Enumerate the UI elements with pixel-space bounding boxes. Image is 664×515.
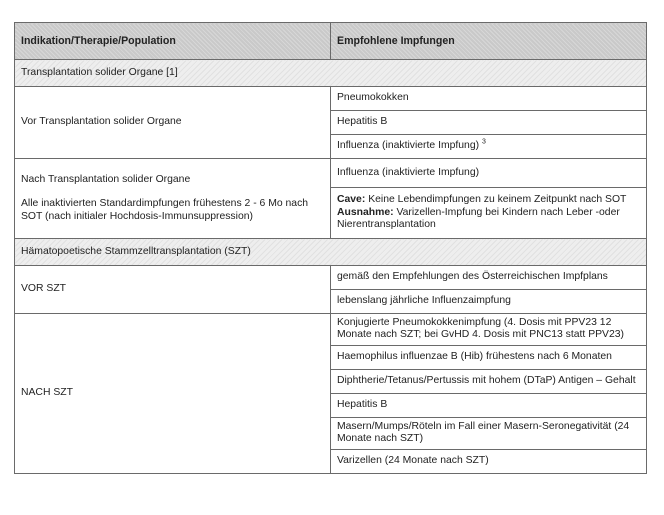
indication-after-szt: NACH SZT: [15, 314, 331, 474]
caution-label: Cave:: [337, 194, 366, 206]
vaccine-text: Influenza (inaktivierte Impfung): [337, 140, 480, 152]
section-header-row: [15, 60, 647, 87]
indication-after-sot-label: Nach Transplantation solider Organe: [21, 173, 191, 185]
table-row: [15, 314, 647, 346]
header-indication: Indikation/Therapie/Population: [15, 23, 331, 60]
vaccine-cell: [331, 135, 647, 159]
header-vaccinations: Empfohlene Impfungen: [331, 23, 647, 60]
footnote-marker: 3: [481, 138, 486, 146]
vaccine-cell: Masern/Mumps/Röteln im Fall einer Masern-Seronegativität (24 Monate nach SZT): [331, 417, 647, 449]
caution-text: Keine Lebendimpfungen zu keinem Zeitpunkt nach SOT: [365, 194, 627, 206]
caution-line: [337, 194, 640, 206]
section-title-stem-cell: Hämatopoetische Stammzelltransplantation (SZT): [15, 239, 647, 266]
vaccination-table: [14, 22, 647, 474]
vaccine-cell: Diphtherie/Tetanus/Pertussis mit hohem (DTaP) Antigen – Gehalt: [331, 369, 647, 393]
vaccine-cell: Konjugierte Pneumokokkenimpfung (4. Dosis mit PPV23 12 Monate nach SZT; bei GvHD 4. Dosis mit PNC13 statt PPV23): [331, 314, 647, 346]
exception-text: Varizellen-Impfung bei Kindern nach Leber -oder Nierentransplantation: [337, 206, 620, 231]
section-title-organ-transplant: Transplantation solider Organe [1]: [15, 60, 647, 87]
exception-line: [337, 207, 640, 232]
vaccine-cell: lebenslang jährliche Influenzaimpfung: [331, 290, 647, 314]
indication-after-sot: [15, 159, 331, 239]
vaccine-cell: Pneumokokken: [331, 87, 647, 111]
table-row: [15, 87, 647, 111]
vaccination-table-page: [14, 22, 646, 474]
indication-before-szt: VOR SZT: [15, 266, 331, 314]
table-row: [15, 159, 647, 188]
vaccine-cell: Varizellen (24 Monate nach SZT): [331, 449, 647, 473]
caution-cell: [331, 188, 647, 239]
table-header-row: [15, 23, 647, 60]
vaccine-cell: Influenza (inaktivierte Impfung): [331, 159, 647, 188]
section-header-row: [15, 239, 647, 266]
table-row: [15, 266, 647, 290]
exception-label: Ausnahme:: [337, 206, 394, 218]
indication-after-sot-note: Alle inaktivierten Standardimpfungen frühestens 2 - 6 Mo nach SOT (nach initialer Hochdosis-Immunsuppression): [21, 198, 309, 222]
vaccine-cell: Haemophilus influenzae B (Hib) frühestens nach 6 Monaten: [331, 345, 647, 369]
indication-before-sot: Vor Transplantation solider Organe: [15, 87, 331, 159]
vaccine-cell: gemäß den Empfehlungen des Österreichischen Impfplans: [331, 266, 647, 290]
vaccine-cell: Hepatitis B: [331, 111, 647, 135]
vaccine-cell: Hepatitis B: [331, 393, 647, 417]
